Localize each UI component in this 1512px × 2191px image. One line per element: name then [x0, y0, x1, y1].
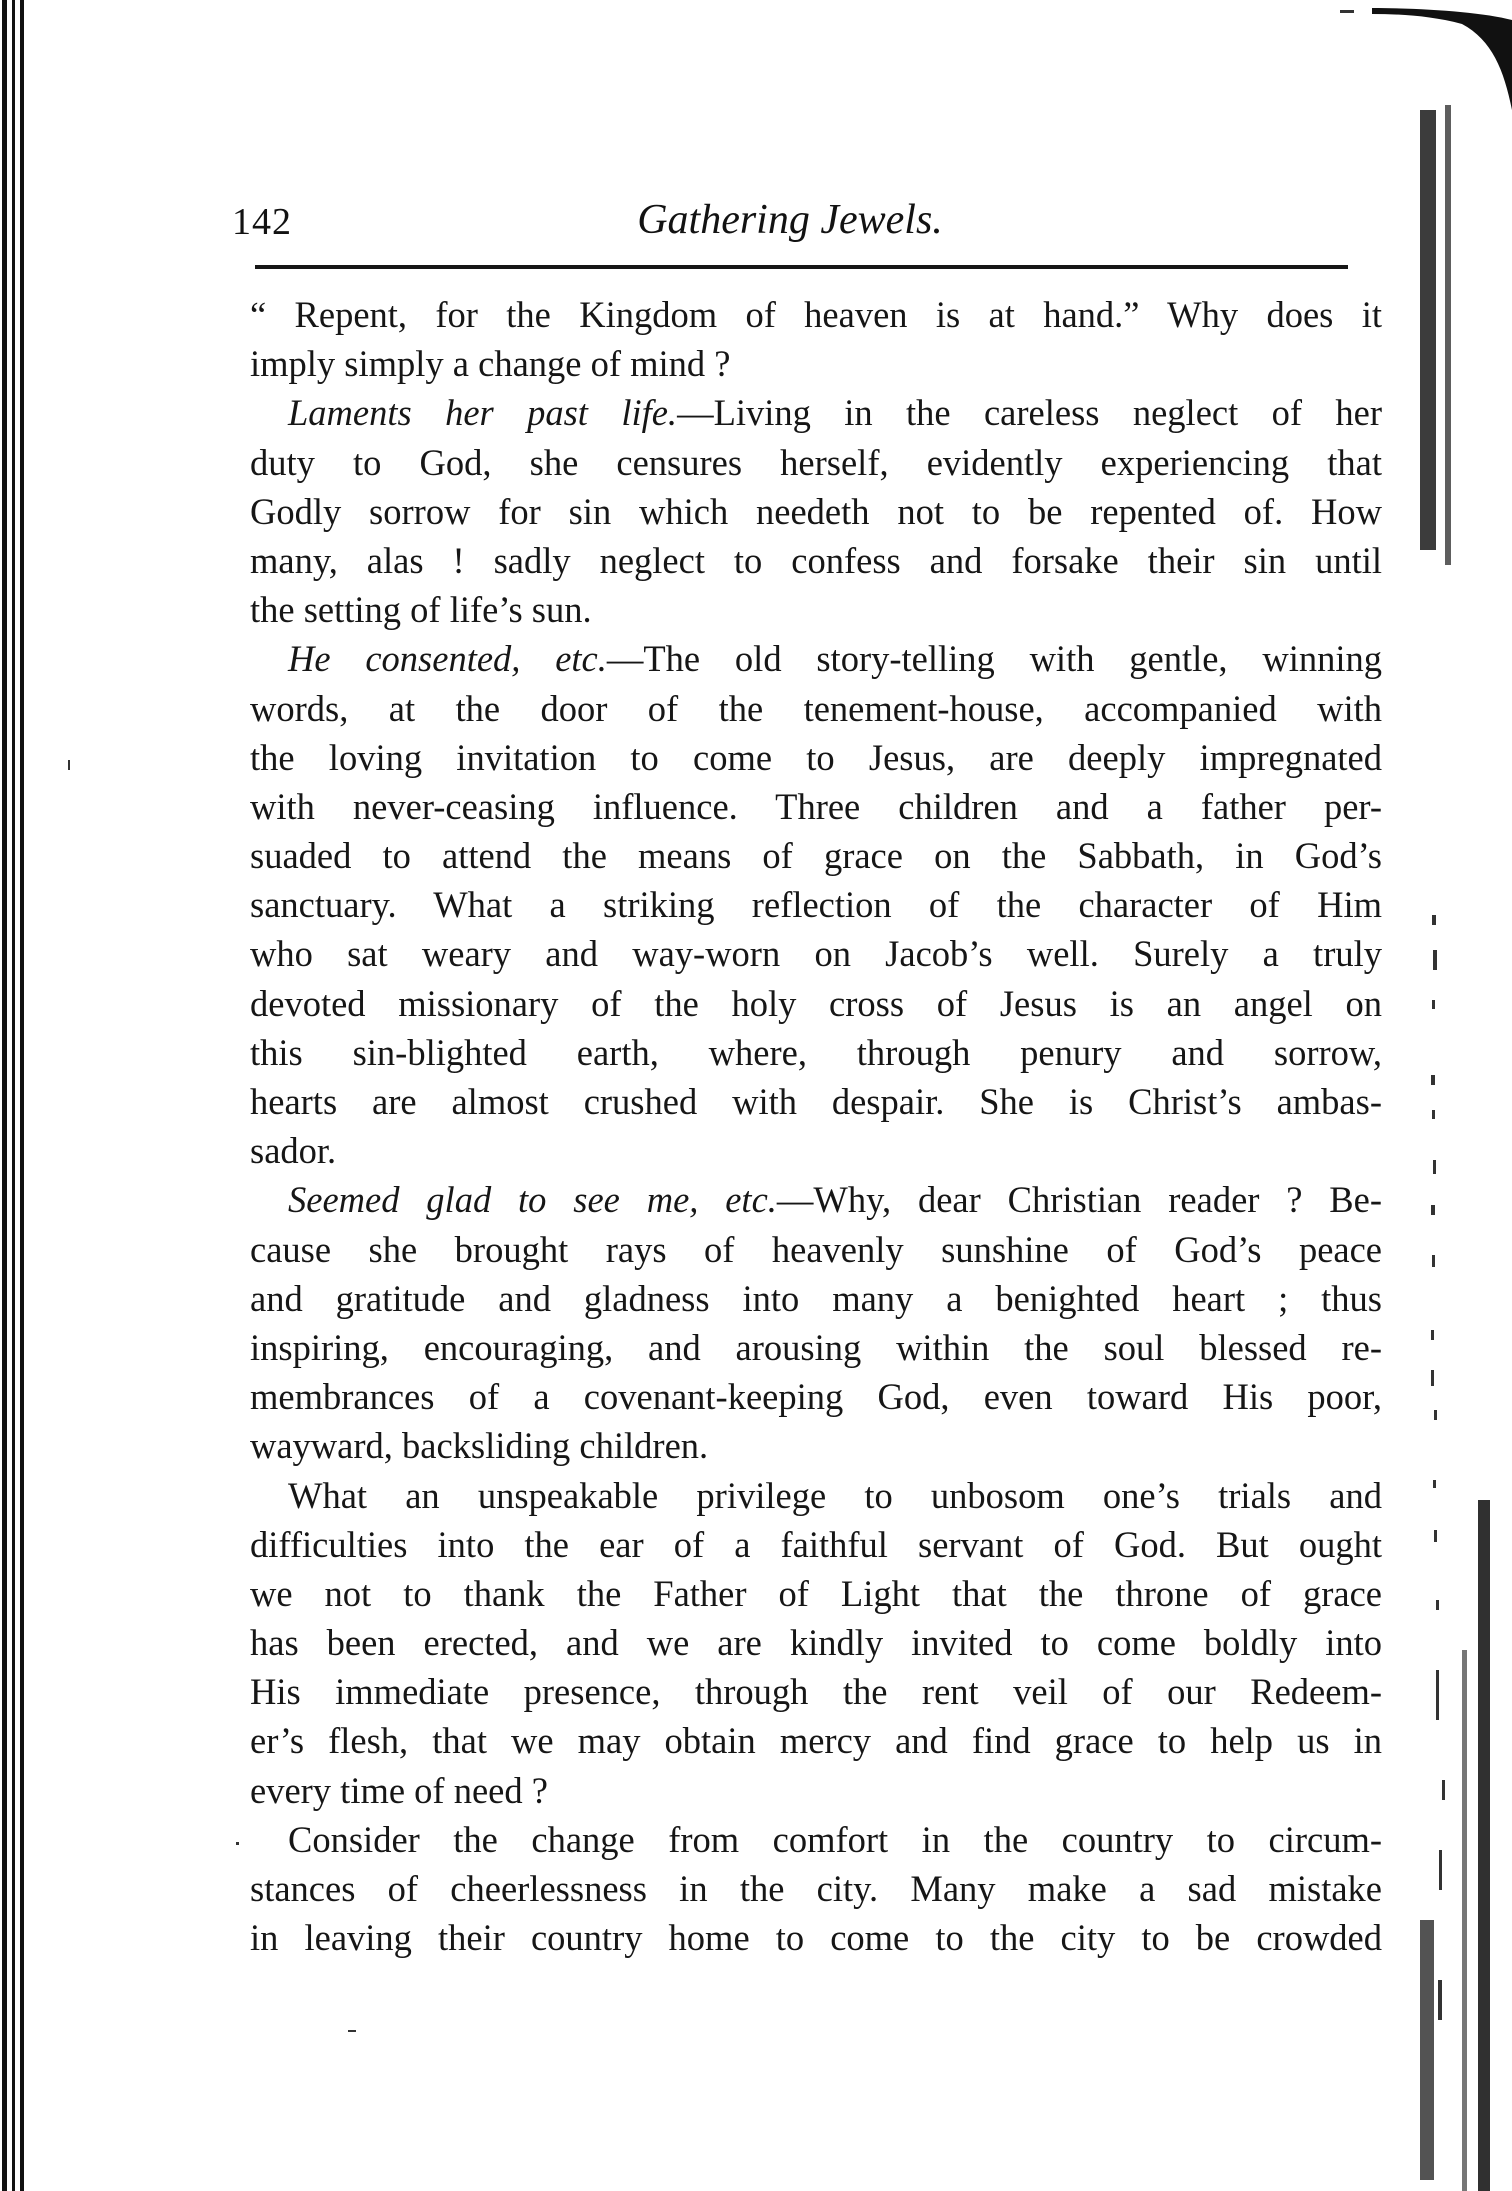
text-line: His immediate presence, through the rent veil of our Redeem-	[250, 1671, 1382, 1713]
text-line: imply simply a change of mind ?	[250, 343, 731, 385]
page-number: 142	[232, 201, 292, 243]
text-line: sanctuary. What a striking reflection of the character of Him	[250, 884, 1382, 926]
text-line: sador.	[250, 1130, 337, 1172]
text-line: with never-ceasing influence. Three children and a father per-	[250, 785, 1382, 827]
text-line: duty to God, she censures herself, evidently experiencing that	[250, 441, 1382, 483]
paragraph	[250, 1471, 1382, 1815]
text-line: Consider the change from comfort in the country to circum-	[288, 1818, 1382, 1860]
text-line: in leaving their country home to come to the city to be crowded	[250, 1917, 1382, 1959]
text-line: wayward, backsliding children.	[250, 1425, 709, 1467]
text-line: the setting of life’s sun.	[250, 589, 592, 631]
paragraph	[250, 290, 1382, 388]
header-rule	[255, 265, 1348, 269]
right-edge-shadow-upper-thin	[1445, 105, 1451, 565]
right-corner-shadow	[1332, 0, 1512, 110]
text-line: inspiring, encouraging, and arousing within the soul blessed re-	[250, 1326, 1382, 1368]
text-line: words, at the door of the tenement-house, accompanied with	[250, 687, 1382, 729]
right-edge-shadow-bottom	[1420, 1920, 1434, 2180]
body-text	[250, 290, 1382, 1962]
text-line: “ Repent, for the Kingdom of heaven is at hand.” Why does it	[250, 294, 1382, 335]
text-line: we not to thank the Father of Light that the throne of grace	[250, 1572, 1382, 1614]
paragraph	[250, 388, 1382, 634]
text-line: Godly sorrow for sin which needeth not to be repented of. How	[250, 490, 1382, 532]
right-edge-shadow-lower-thin	[1462, 1650, 1467, 2191]
text-line: suaded to attend the means of grace on the Sabbath, in God’s	[250, 835, 1382, 877]
paragraph	[250, 634, 1382, 1175]
text-line: cause she brought rays of heavenly sunshine of God’s peace	[250, 1228, 1382, 1270]
italic-lead-phrase: Laments her past life.	[288, 392, 678, 434]
text-line: this sin-blighted earth, where, through penury and sorrow,	[250, 1031, 1382, 1073]
italic-lead-phrase: He consented, etc.	[288, 638, 607, 680]
text-line: stances of cheerlessness in the city. Many make a sad mistake	[250, 1868, 1382, 1909]
text-line: devoted missionary of the holy cross of Jesus is an angel on	[250, 982, 1382, 1024]
italic-lead-phrase: Seemed glad to see me, etc.	[288, 1179, 777, 1221]
text-line: every time of need ?	[250, 1769, 548, 1811]
text-line: Seemed glad to see me, etc.—Why, dear Christian reader ? Be-	[288, 1179, 1383, 1221]
text-line: membrances of a covenant-keeping God, even toward His poor,	[250, 1376, 1382, 1418]
running-header	[232, 196, 1348, 256]
text-line: Laments her past life.—Living in the careless neglect of her	[288, 392, 1382, 434]
text-line: He consented, etc.—The old story-telling with gentle, winning	[288, 638, 1382, 680]
text-line: What an unspeakable privilege to unbosom one’s trials and	[288, 1474, 1382, 1516]
text-line: many, alas ! sadly neglect to confess and forsake their sin until	[250, 539, 1382, 581]
right-edge-shadow-lower	[1478, 1500, 1490, 2191]
text-line: has been erected, and we are kindly invited to come boldly into	[250, 1622, 1382, 1664]
paragraph	[250, 1175, 1382, 1470]
right-edge-shadow-upper	[1420, 110, 1436, 550]
running-title: Gathering Jewels.	[637, 197, 943, 243]
text-line: the loving invitation to come to Jesus, are deeply impregnated	[250, 736, 1382, 778]
text-line: and gratitude and gladness into many a benighted heart ; thus	[250, 1277, 1382, 1319]
text-line: who sat weary and way-worn on Jacob’s well. Surely a truly	[250, 933, 1382, 975]
left-binding-edge	[0, 0, 30, 2191]
text-line: difficulties into the ear of a faithful servant of God. But ought	[250, 1523, 1382, 1565]
text-line: er’s flesh, that we may obtain mercy and find grace to help us in	[250, 1720, 1382, 1762]
text-line: hearts are almost crushed with despair. She is Christ’s ambas-	[250, 1081, 1382, 1122]
paragraph	[250, 1815, 1382, 1963]
